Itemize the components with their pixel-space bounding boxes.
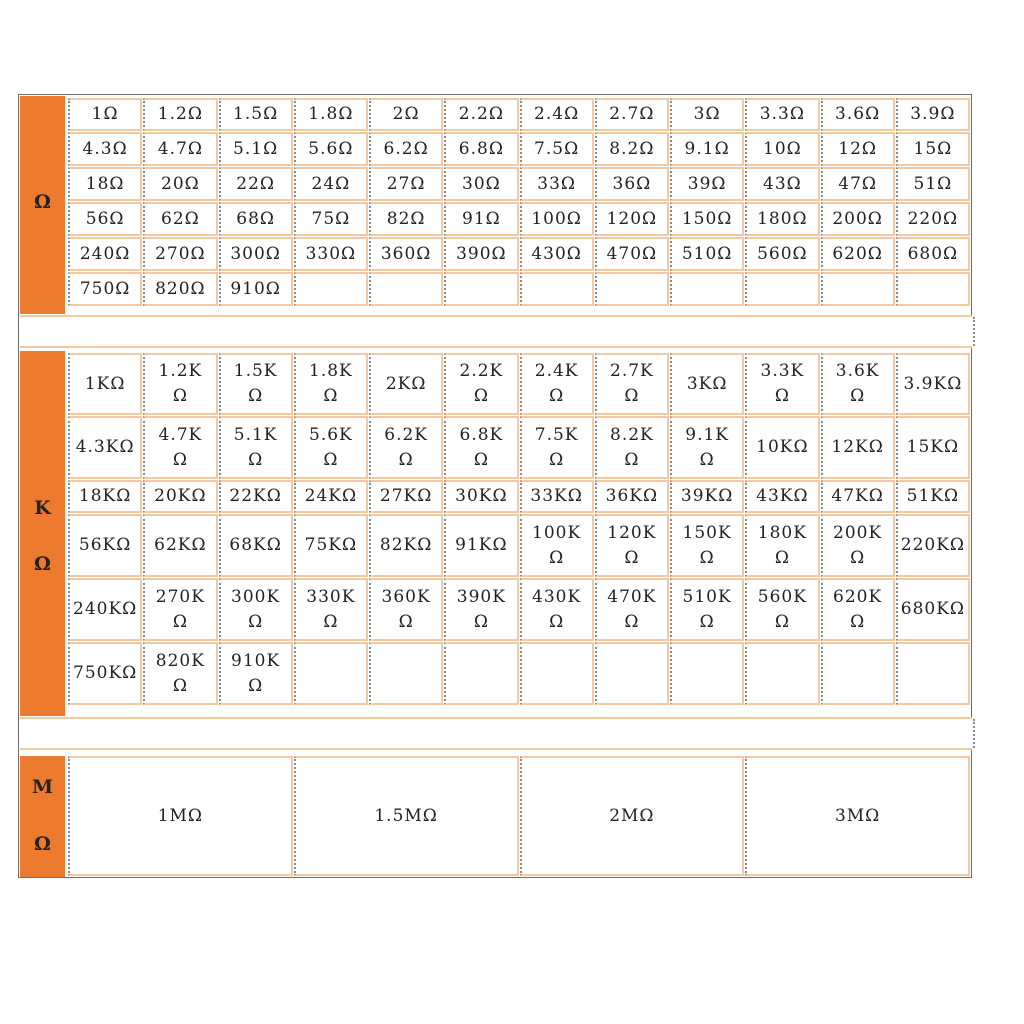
- mohm-unit-band: [20, 756, 65, 877]
- resistor-value-cell: 200K Ω: [821, 514, 895, 577]
- resistor-value-cell: 7.5Ω: [520, 132, 594, 166]
- section-divider: [20, 717, 972, 750]
- resistor-value-cell: 12KΩ: [821, 416, 895, 479]
- resistor-value-cell: 10KΩ: [745, 416, 819, 479]
- kohm-values-grid: [68, 353, 970, 716]
- resistor-value-cell: [444, 272, 518, 306]
- resistor-value-cell: 240Ω: [68, 237, 142, 271]
- mohm-unit-label-omega: Ω: [34, 833, 51, 855]
- resistor-value-cell: 56KΩ: [68, 514, 142, 577]
- resistor-value-cell: 47Ω: [821, 167, 895, 201]
- resistor-value-cell: 120Ω: [595, 202, 669, 236]
- resistor-value-cell: 620K Ω: [821, 578, 895, 641]
- resistor-value-cell: 3KΩ: [670, 353, 744, 415]
- resistor-value-cell: 15Ω: [896, 132, 970, 166]
- resistor-value-cell: 220KΩ: [896, 514, 970, 577]
- kohm-unit-label-k: K: [34, 497, 51, 519]
- resistor-value-cell: 2KΩ: [369, 353, 443, 415]
- resistor-value-cell: 33Ω: [520, 167, 594, 201]
- resistor-value-cell: 510K Ω: [670, 578, 744, 641]
- resistor-value-cell: 22Ω: [219, 167, 293, 201]
- resistor-value-cell: 27KΩ: [369, 480, 443, 513]
- resistor-value-cell: [444, 642, 518, 705]
- resistor-value-cell: 5.1Ω: [219, 132, 293, 166]
- resistor-value-cell: 680Ω: [896, 237, 970, 271]
- resistor-value-cell: 910Ω: [219, 272, 293, 306]
- resistor-value-cell: 43Ω: [745, 167, 819, 201]
- resistor-value-cell: 150Ω: [670, 202, 744, 236]
- resistor-value-cell: 300Ω: [219, 237, 293, 271]
- resistor-value-cell: 3.3K Ω: [745, 353, 819, 415]
- resistor-value-cell: [670, 272, 744, 306]
- resistor-value-cell: [821, 272, 895, 306]
- resistor-value-cell: 33KΩ: [520, 480, 594, 513]
- mohm-unit-label-m: M: [31, 776, 54, 798]
- resistor-value-cell: 15KΩ: [896, 416, 970, 479]
- resistor-value-cell: 7.5K Ω: [520, 416, 594, 479]
- resistor-value-cell: 1.8K Ω: [294, 353, 368, 415]
- resistor-value-cell: 560K Ω: [745, 578, 819, 641]
- resistor-value-cell: 43KΩ: [745, 480, 819, 513]
- resistor-value-cell: 240KΩ: [68, 578, 142, 641]
- resistor-value-cell: 510Ω: [670, 237, 744, 271]
- resistor-value-cell: 36KΩ: [595, 480, 669, 513]
- resistor-value-cell: 1KΩ: [68, 353, 142, 415]
- resistor-value-cell: [520, 272, 594, 306]
- resistor-value-cell: 1Ω: [68, 98, 142, 131]
- resistor-value-cell: 8.2Ω: [595, 132, 669, 166]
- resistor-value-cell: [520, 642, 594, 705]
- resistor-value-cell: 5.6K Ω: [294, 416, 368, 479]
- resistor-value-cell: 30Ω: [444, 167, 518, 201]
- resistor-value-cell: 2.2Ω: [444, 98, 518, 131]
- resistor-value-cell: 150K Ω: [670, 514, 744, 577]
- ohm-unit-band: [20, 96, 65, 314]
- resistor-value-cell: 180Ω: [745, 202, 819, 236]
- resistor-value-cell: 24Ω: [294, 167, 368, 201]
- resistor-value-cell: 470Ω: [595, 237, 669, 271]
- resistor-value-cell: 180K Ω: [745, 514, 819, 577]
- resistor-value-cell: 120K Ω: [595, 514, 669, 577]
- resistor-value-cell: 5.1K Ω: [219, 416, 293, 479]
- resistor-value-cell: 75KΩ: [294, 514, 368, 577]
- resistor-value-cell: 270Ω: [143, 237, 217, 271]
- resistor-value-cell: 100Ω: [520, 202, 594, 236]
- resistor-value-cell: 4.7K Ω: [143, 416, 217, 479]
- resistor-value-cell: 300K Ω: [219, 578, 293, 641]
- resistor-value-cell: 8.2K Ω: [595, 416, 669, 479]
- resistor-value-cell: [369, 272, 443, 306]
- resistor-value-cell: [294, 642, 368, 705]
- resistor-value-cell: 4.3Ω: [68, 132, 142, 166]
- resistor-value-cell: 82Ω: [369, 202, 443, 236]
- resistor-value-cell: 39Ω: [670, 167, 744, 201]
- resistor-value-cell: 6.8Ω: [444, 132, 518, 166]
- resistor-value-cell: 75Ω: [294, 202, 368, 236]
- resistor-value-cell: 5.6Ω: [294, 132, 368, 166]
- resistor-value-cell: 2.4Ω: [520, 98, 594, 131]
- resistor-value-cell: 12Ω: [821, 132, 895, 166]
- resistor-value-cell: [821, 642, 895, 705]
- resistor-value-cell: 56Ω: [68, 202, 142, 236]
- resistor-value-cell: 9.1K Ω: [670, 416, 744, 479]
- resistor-value-cell: 6.2K Ω: [369, 416, 443, 479]
- resistor-value-cell: 10Ω: [745, 132, 819, 166]
- resistor-value-cell: 2Ω: [369, 98, 443, 131]
- resistor-value-cell: 30KΩ: [444, 480, 518, 513]
- resistor-value-cell: 47KΩ: [821, 480, 895, 513]
- resistor-value-cell: 22KΩ: [219, 480, 293, 513]
- resistor-value-cell: 9.1Ω: [670, 132, 744, 166]
- resistor-value-cell: 2.7Ω: [595, 98, 669, 131]
- resistor-value-cell: [294, 272, 368, 306]
- resistor-value-cell: 560Ω: [745, 237, 819, 271]
- resistor-value-cell: [595, 272, 669, 306]
- resistor-value-cell: 820Ω: [143, 272, 217, 306]
- resistor-value-cell: 1.2K Ω: [143, 353, 217, 415]
- resistor-value-cell: 270K Ω: [143, 578, 217, 641]
- resistor-value-cell: 4.7Ω: [143, 132, 217, 166]
- resistor-value-cell: 3Ω: [670, 98, 744, 131]
- resistor-value-cell: 430Ω: [520, 237, 594, 271]
- resistor-value-cell: 390K Ω: [444, 578, 518, 641]
- resistor-value-cell: 1.8Ω: [294, 98, 368, 131]
- resistor-value-cell: 27Ω: [369, 167, 443, 201]
- resistor-value-cell: 39KΩ: [670, 480, 744, 513]
- resistor-value-cell: 68Ω: [219, 202, 293, 236]
- resistor-value-cell: 24KΩ: [294, 480, 368, 513]
- section-divider: [20, 315, 972, 348]
- resistor-value-cell: 330K Ω: [294, 578, 368, 641]
- resistor-value-table: [18, 94, 972, 878]
- resistor-value-cell: 820K Ω: [143, 642, 217, 705]
- resistor-value-cell: 100K Ω: [520, 514, 594, 577]
- resistor-value-cell: 1.5Ω: [219, 98, 293, 131]
- resistor-value-cell: 1.2Ω: [143, 98, 217, 131]
- resistor-value-cell: 62KΩ: [143, 514, 217, 577]
- resistor-value-cell: 2.4K Ω: [520, 353, 594, 415]
- resistor-value-cell: [896, 642, 970, 705]
- resistor-value-cell: 1.5K Ω: [219, 353, 293, 415]
- resistor-value-cell: 68KΩ: [219, 514, 293, 577]
- resistor-value-cell: 680KΩ: [896, 578, 970, 641]
- resistor-value-cell: 4.3KΩ: [68, 416, 142, 479]
- resistor-value-cell: [369, 642, 443, 705]
- resistor-value-cell: 2.2K Ω: [444, 353, 518, 415]
- resistor-value-cell: 390Ω: [444, 237, 518, 271]
- resistor-value-cell: 3.3Ω: [745, 98, 819, 131]
- mohm-values-grid: [68, 756, 970, 876]
- resistor-value-cell: 2.7K Ω: [595, 353, 669, 415]
- resistor-value-cell: 430K Ω: [520, 578, 594, 641]
- resistor-value-cell: 6.8K Ω: [444, 416, 518, 479]
- resistor-value-cell: 3.9KΩ: [896, 353, 970, 415]
- resistor-value-cell: 360K Ω: [369, 578, 443, 641]
- resistor-value-cell: 360Ω: [369, 237, 443, 271]
- resistor-value-cell: [670, 642, 744, 705]
- resistor-value-cell: 910K Ω: [219, 642, 293, 705]
- resistor-value-cell: 62Ω: [143, 202, 217, 236]
- resistor-value-cell: 2MΩ: [520, 756, 745, 876]
- resistor-value-cell: [896, 272, 970, 306]
- resistor-value-cell: 1.5MΩ: [294, 756, 519, 876]
- resistor-value-cell: 220Ω: [896, 202, 970, 236]
- resistor-value-cell: 82KΩ: [369, 514, 443, 577]
- kohm-unit-band: [20, 351, 65, 716]
- resistor-value-cell: 3.6K Ω: [821, 353, 895, 415]
- resistor-value-cell: 3.6Ω: [821, 98, 895, 131]
- resistor-value-cell: 750Ω: [68, 272, 142, 306]
- resistor-value-cell: 36Ω: [595, 167, 669, 201]
- resistor-value-cell: 330Ω: [294, 237, 368, 271]
- resistor-value-cell: 18Ω: [68, 167, 142, 201]
- resistor-value-cell: 51Ω: [896, 167, 970, 201]
- resistor-value-cell: 91KΩ: [444, 514, 518, 577]
- resistor-value-cell: 620Ω: [821, 237, 895, 271]
- resistor-value-cell: 1MΩ: [68, 756, 293, 876]
- ohm-unit-label: Ω: [34, 191, 51, 213]
- ohm-values-grid: [68, 98, 970, 314]
- resistor-value-cell: 3.9Ω: [896, 98, 970, 131]
- resistor-value-cell: 470K Ω: [595, 578, 669, 641]
- resistor-value-cell: [745, 642, 819, 705]
- resistor-value-cell: 3MΩ: [745, 756, 970, 876]
- resistor-value-cell: [595, 642, 669, 705]
- resistor-value-cell: 200Ω: [821, 202, 895, 236]
- kohm-unit-label-omega: Ω: [34, 553, 51, 575]
- resistor-value-cell: 18KΩ: [68, 480, 142, 513]
- resistor-value-cell: 51KΩ: [896, 480, 970, 513]
- resistor-value-cell: 91Ω: [444, 202, 518, 236]
- resistor-value-cell: 6.2Ω: [369, 132, 443, 166]
- resistor-value-cell: 20Ω: [143, 167, 217, 201]
- resistor-value-cell: [745, 272, 819, 306]
- resistor-value-cell: 750KΩ: [68, 642, 142, 705]
- resistor-value-cell: 20KΩ: [143, 480, 217, 513]
